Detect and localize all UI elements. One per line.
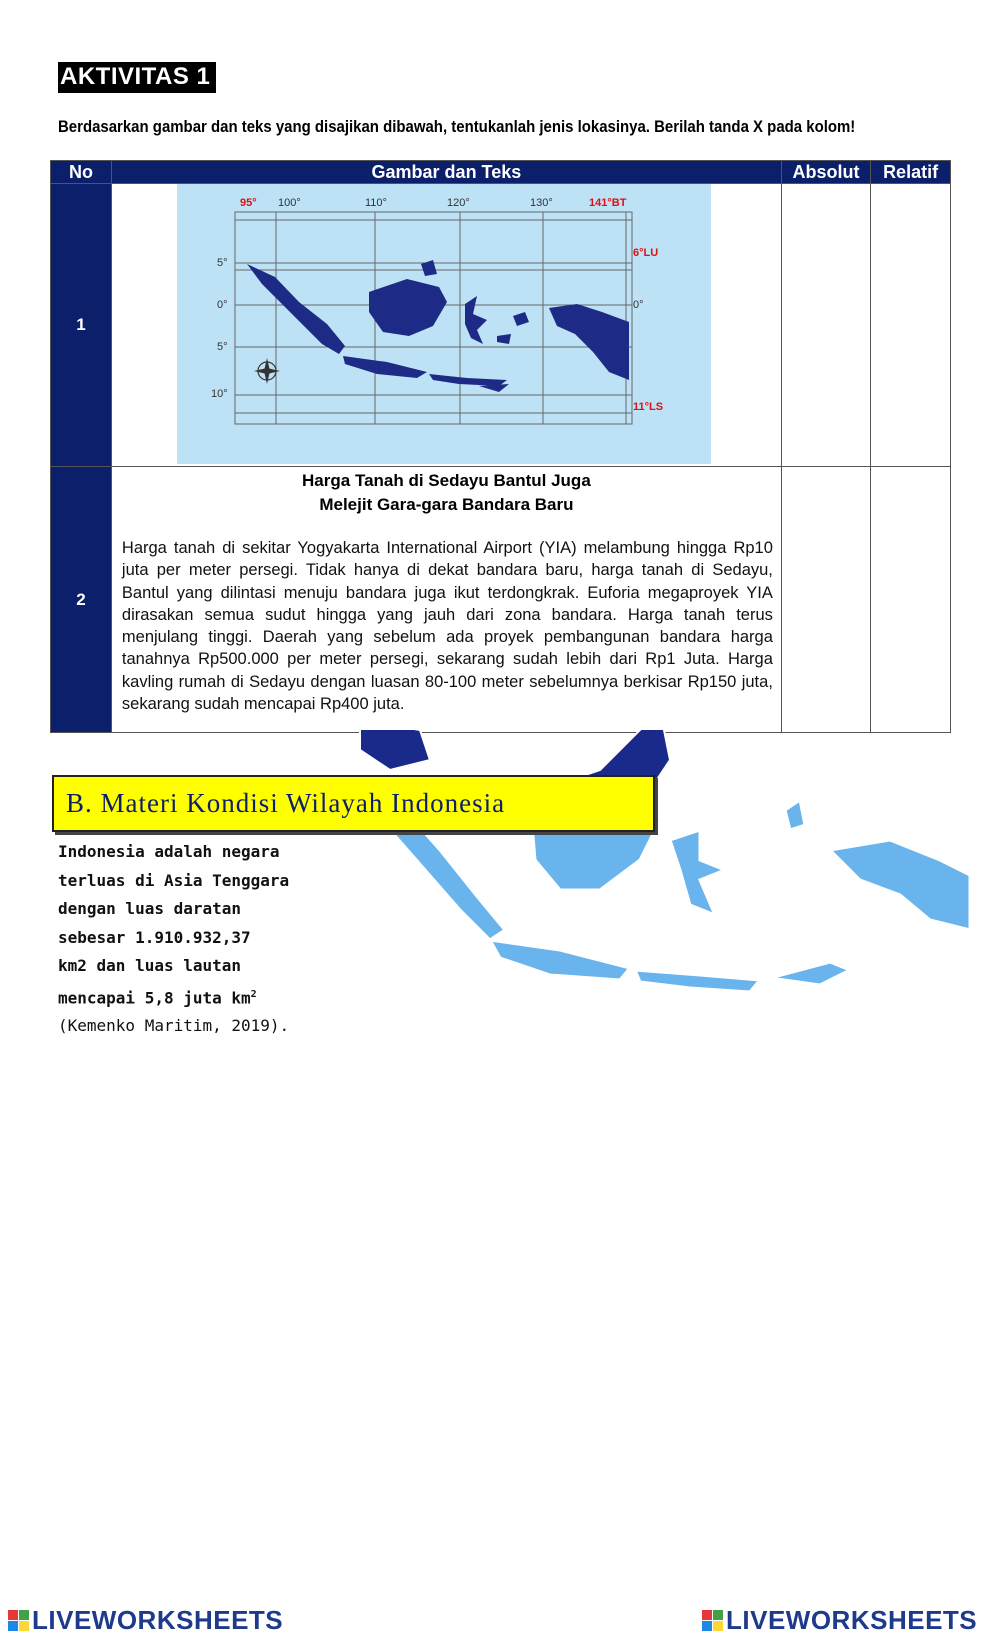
footer-logo-right[interactable] bbox=[702, 1605, 977, 1636]
label-95: 95° bbox=[239, 197, 257, 209]
col-content-header: Gambar dan Teks bbox=[111, 161, 781, 184]
footer-logo-left[interactable] bbox=[8, 1605, 283, 1636]
label-130: 130° bbox=[529, 197, 553, 209]
news-title-line-1: Harga Tanah di Sedayu Bantul Juga bbox=[302, 471, 591, 490]
label-120: 120° bbox=[446, 197, 470, 209]
map-cell bbox=[111, 184, 781, 467]
absolut-check-cell[interactable] bbox=[781, 184, 870, 467]
label-10s: 10° bbox=[210, 388, 228, 400]
news-title bbox=[112, 469, 781, 517]
news-body: Harga tanah di sekitar Yogyakarta International Airport (YIA) melambung hingga Rp10 juta per meter persegi. Tidak hanya di dekat bandara baru, harga tanah di Sedayu, Bantul yang dilintasi menuju bandara juga ikut terdongkrak. Euforia megaproyek YIA dirasakan semua sudut hingga yang jauh dari zona bandara. Harga tanah terus menjulang tinggi. Daerah yang sebelum ada proyek pembangunan bandara harga tanahnya Rp500.000 per meter persegi, sekarang sudah lebih dari Rp1 Juta. Harga kavling rumah di Sedayu dengan luasan 80-100 meter sebelumnya berkisar Rp150 juta, sekarang sudah mencapai Rp400 juta. bbox=[121, 539, 773, 714]
news-cell bbox=[111, 467, 781, 733]
materi-line: dengan luas daratan bbox=[58, 899, 242, 918]
label-0-right: 0° bbox=[632, 299, 644, 311]
label-5n: 5° bbox=[216, 257, 228, 269]
label-0: 0° bbox=[216, 299, 228, 311]
indonesia-grid-map bbox=[177, 184, 711, 464]
liveworksheets-icon bbox=[8, 1610, 29, 1631]
label-100: 100° bbox=[277, 197, 301, 209]
table-row bbox=[51, 467, 951, 733]
materi-line: sebesar 1.910.932,37 bbox=[58, 927, 251, 947]
row-number: 1 bbox=[51, 184, 112, 467]
label-5s: 5° bbox=[216, 341, 228, 353]
table-row bbox=[51, 184, 951, 467]
materi-line: mencapai 5,8 juta $km^2$ bbox=[58, 987, 257, 1007]
relatif-check-cell[interactable] bbox=[871, 184, 951, 467]
absolut-check-cell[interactable] bbox=[781, 467, 870, 733]
materi-banner bbox=[52, 775, 655, 832]
activity-title: AKTIVITAS 1 bbox=[58, 62, 216, 93]
materi-line: Indonesia adalah negara bbox=[58, 842, 280, 861]
activity-table bbox=[50, 160, 951, 733]
label-110: 110° bbox=[364, 197, 387, 209]
superscript-2: 2 bbox=[250, 988, 257, 1000]
instruction-text: Berdasarkan gambar dan teks yang disajikan dibawah, tentukanlah jenis lokasinya. Berilah tanda X pada kolom! bbox=[58, 117, 856, 136]
label-11ls: 11°LS bbox=[632, 401, 663, 413]
news-title-line-2: Melejit Gara-gara Bandara Baru bbox=[319, 495, 574, 514]
row-number: 2 bbox=[51, 467, 112, 733]
materi-description bbox=[58, 838, 298, 1041]
relatif-check-cell[interactable] bbox=[871, 467, 951, 733]
col-relatif-header: Relatif bbox=[871, 161, 951, 184]
label-141: 141°BT bbox=[588, 197, 627, 209]
col-absolut-header: Absolut bbox=[781, 161, 870, 184]
table-header-row bbox=[51, 161, 951, 184]
label-6lu: 6°LU bbox=[632, 247, 659, 259]
materi-source: (Kemenko Maritim, 2019). bbox=[58, 1016, 290, 1036]
materi-line: terluas di Asia Tenggara bbox=[58, 870, 290, 890]
col-no-header: No bbox=[51, 161, 112, 184]
materi-banner-text: B. Materi Kondisi Wilayah Indonesia bbox=[66, 788, 506, 818]
materi-line: km2 dan luas lautan bbox=[58, 956, 242, 975]
footer-logo-text: LIVEWORKSHEETS bbox=[726, 1605, 978, 1635]
footer-logo-text: LIVEWORKSHEETS bbox=[32, 1605, 284, 1635]
liveworksheets-icon bbox=[702, 1610, 723, 1631]
